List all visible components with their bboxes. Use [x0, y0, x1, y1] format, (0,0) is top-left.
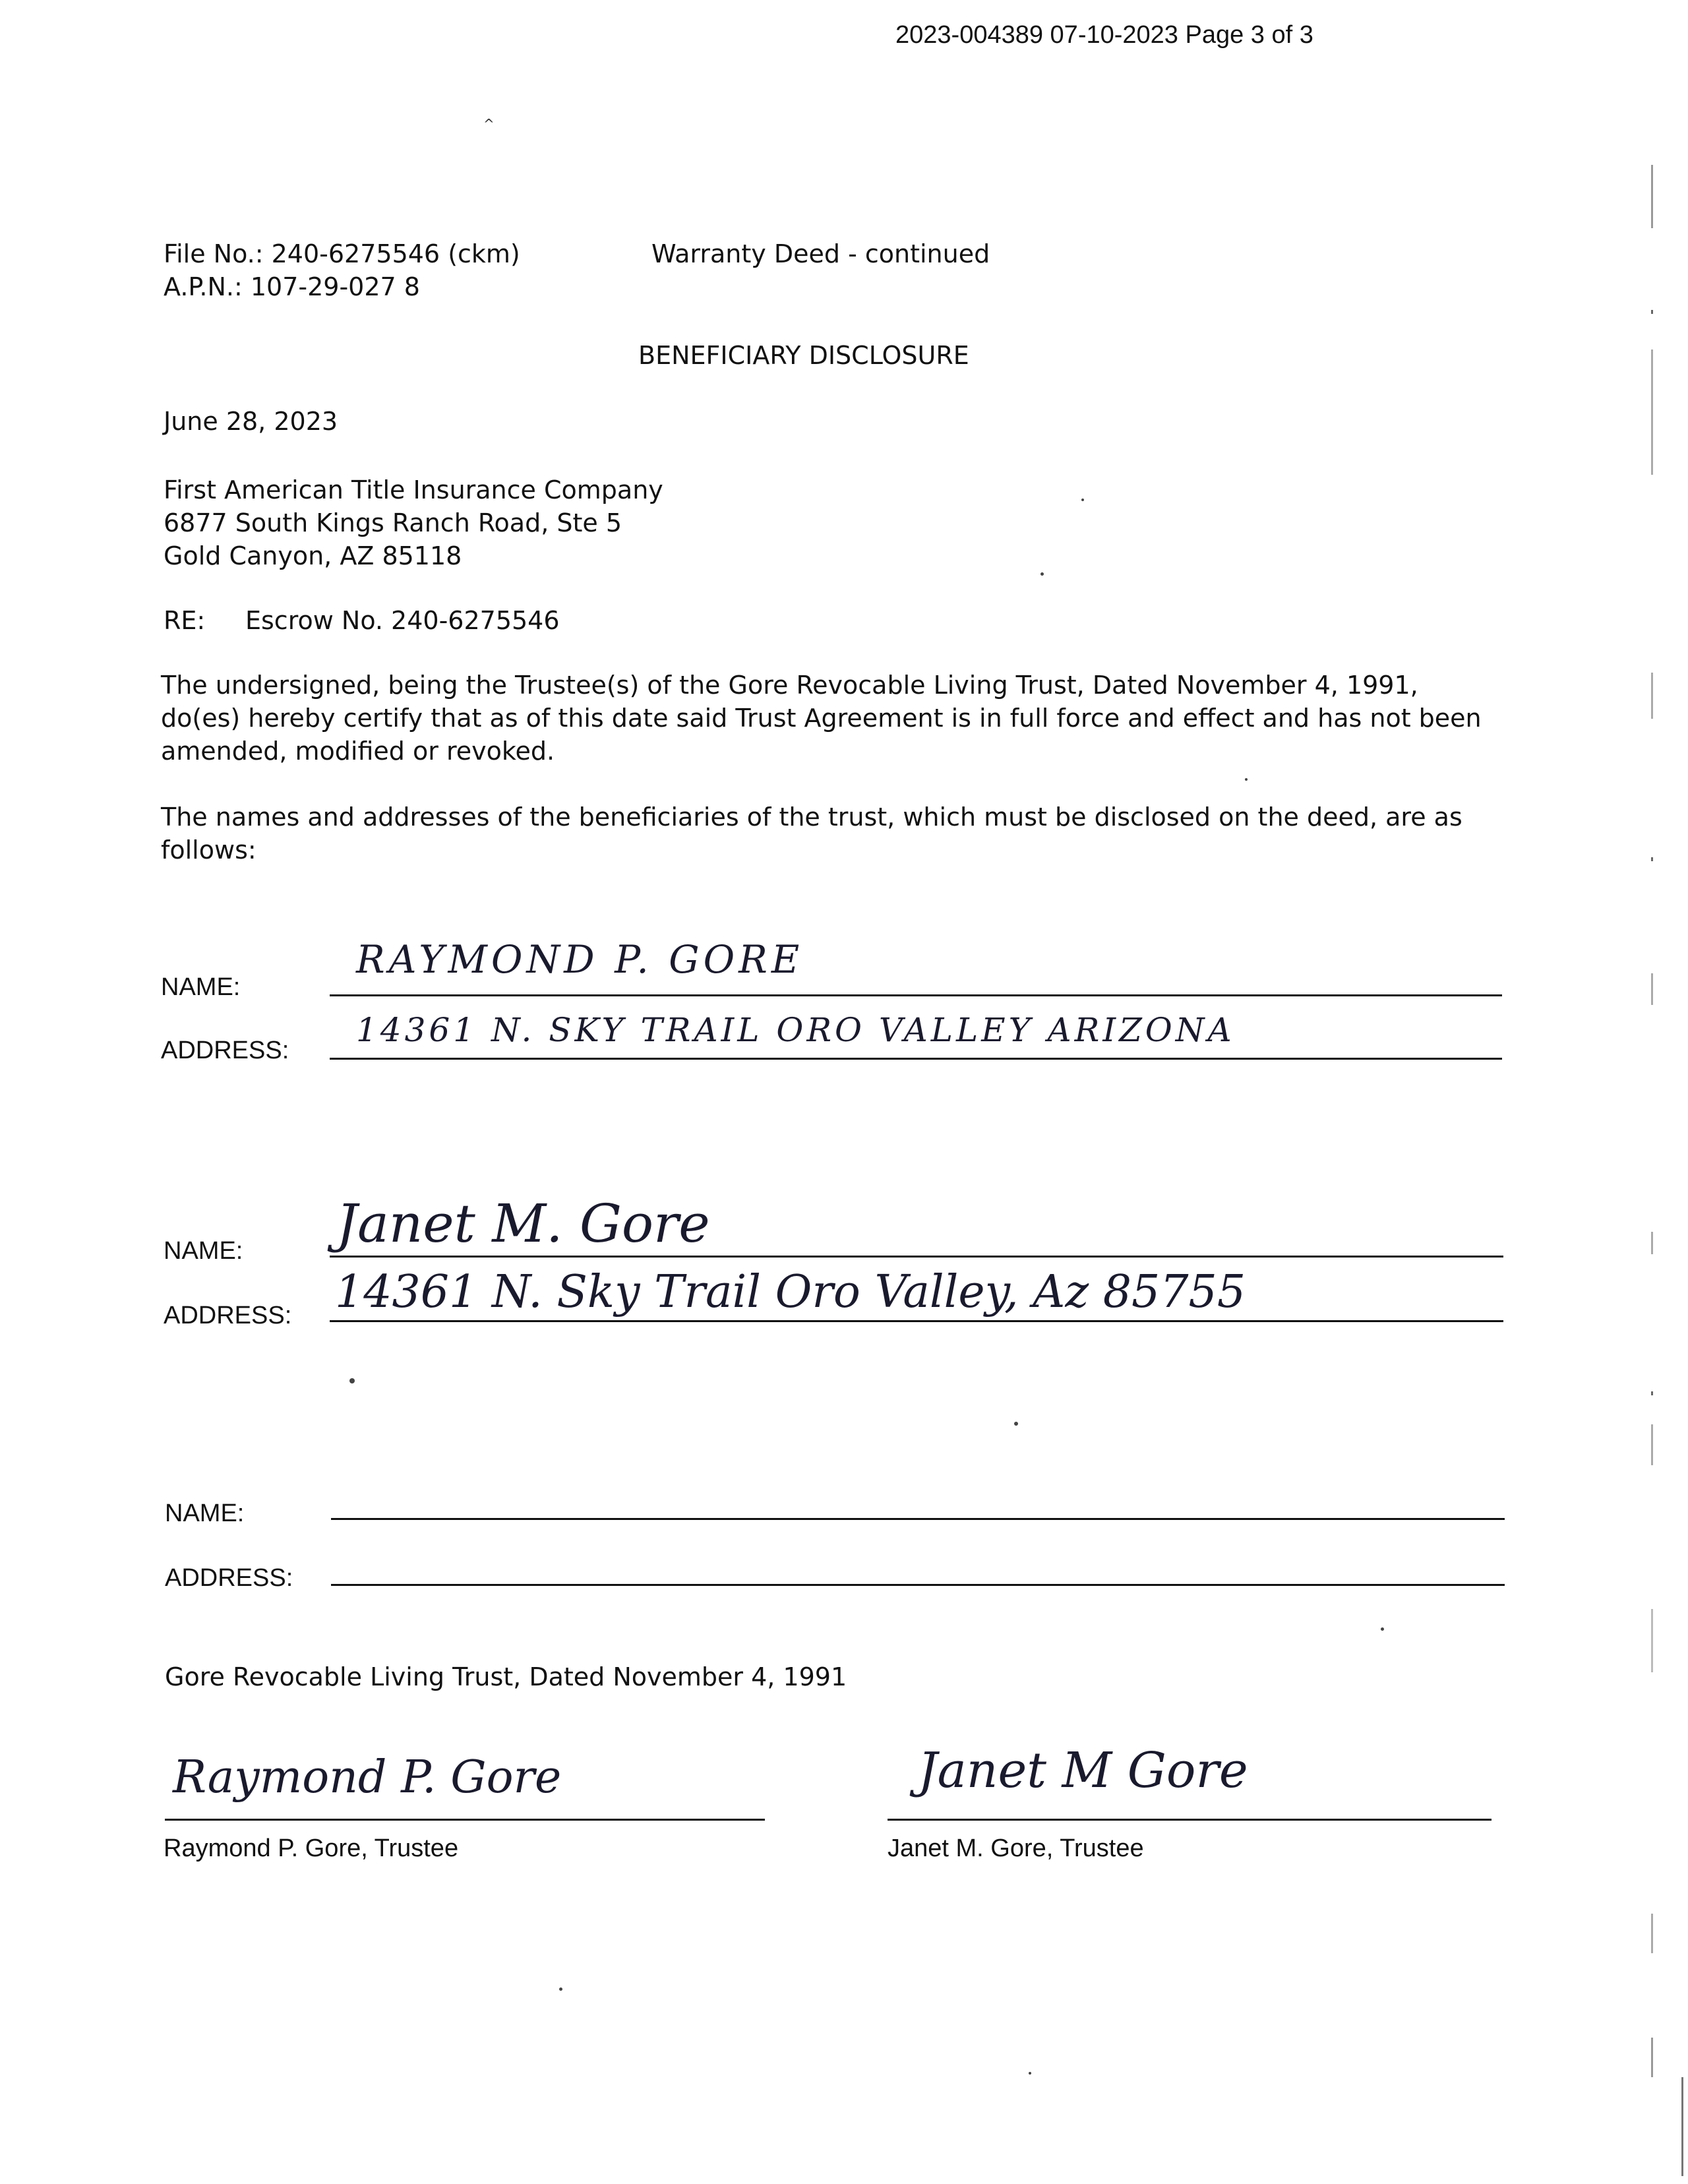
scan-edge-artifact	[1651, 1391, 1653, 1395]
certification-paragraph: The undersigned, being the Trustee(s) of the Gore Revocable Living Trust, Dated November 4, 1991, do(es) hereby certify that as of this date said Trust Agreement is in full force and effect and has not been amended, modified or revoked.	[161, 671, 1482, 766]
beneficiary-1-address: 14361 N. SKY TRAIL ORO VALLEY ARIZONA	[356, 1011, 1235, 1049]
beneficiary-2-name-line	[330, 1256, 1503, 1258]
letter-date: June 28, 2023	[164, 407, 338, 436]
beneficiary-1-name: RAYMOND P. GORE	[356, 937, 804, 982]
scan-edge-artifact	[1651, 310, 1653, 314]
disclosure-intro-paragraph: The names and addresses of the beneficiaries of the trust, which must be disclosed on the deed, are as follows:	[161, 803, 1462, 864]
scan-speck	[1245, 778, 1248, 781]
apn-number: A.P.N.: 107-29-027 8	[164, 272, 420, 301]
scan-edge-artifact	[1651, 673, 1653, 719]
scan-edge-artifact	[1651, 1424, 1653, 1465]
scan-speck	[1014, 1422, 1018, 1426]
beneficiary-1-name-label: NAME:	[161, 973, 241, 1001]
beneficiary-2-address: 14361 N. Sky Trail Oro Valley, Az 85755	[335, 1266, 1246, 1318]
beneficiary-1-address-line	[330, 1058, 1502, 1060]
scan-edge-artifact	[1651, 165, 1653, 228]
beneficiary-3-name-label: NAME:	[165, 1500, 245, 1527]
scan-edge-artifact	[1651, 1914, 1653, 1953]
re-label: RE:	[164, 606, 206, 635]
beneficiary-2-name-label: NAME:	[164, 1237, 243, 1265]
re-value: Escrow No. 240-6275546	[245, 606, 560, 635]
beneficiary-3-name-line	[331, 1518, 1505, 1520]
section-title: BENEFICIARY DISCLOSURE	[638, 341, 969, 370]
scan-edge-artifact	[1651, 2038, 1653, 2077]
signature-2-line	[888, 1819, 1492, 1821]
beneficiary-1-address-label: ADDRESS:	[161, 1037, 289, 1064]
scan-edge-artifact	[1651, 973, 1653, 1005]
scan-speck	[349, 1378, 355, 1383]
beneficiary-2-name: Janet M. Gore	[336, 1193, 710, 1254]
scan-edge-artifact	[1651, 349, 1653, 475]
addressee-company: First American Title Insurance Company	[164, 475, 663, 504]
trust-name: Gore Revocable Living Trust, Dated November 4, 1991	[165, 1662, 847, 1691]
signature-raymond: Raymond P. Gore	[173, 1751, 562, 1804]
scan-edge-artifact	[1681, 2077, 1683, 2176]
beneficiary-3-address-line	[331, 1584, 1505, 1586]
scan-speck	[1381, 1627, 1384, 1631]
addressee-city: Gold Canyon, AZ 85118	[164, 541, 462, 570]
scan-speck	[559, 1987, 562, 1991]
signature-2-caption: Janet M. Gore, Trustee	[888, 1835, 1144, 1862]
scan-speck	[1081, 499, 1084, 501]
recording-stamp: 2023-004389 07-10-2023 Page 3 of 3	[895, 21, 1313, 49]
scan-speck	[1029, 2072, 1031, 2075]
scan-edge-artifact	[1651, 857, 1653, 861]
scan-speck	[1040, 572, 1044, 576]
scan-edge-artifact	[1651, 1609, 1653, 1672]
stray-mark: ^	[483, 116, 495, 132]
beneficiary-3-address-label: ADDRESS:	[165, 1564, 293, 1592]
signature-1-caption: Raymond P. Gore, Trustee	[164, 1835, 459, 1862]
scan-edge-artifact	[1651, 1232, 1653, 1254]
addressee-street: 6877 South Kings Ranch Road, Ste 5	[164, 508, 622, 537]
deed-title: Warranty Deed - continued	[651, 239, 990, 268]
beneficiary-1-name-line	[330, 994, 1502, 996]
beneficiary-2-address-line	[330, 1320, 1503, 1322]
signature-1-line	[165, 1819, 765, 1821]
file-number: File No.: 240-6275546 (ckm)	[164, 239, 520, 268]
signature-janet: Janet M Gore	[918, 1742, 1248, 1799]
beneficiary-2-address-label: ADDRESS:	[164, 1302, 292, 1329]
